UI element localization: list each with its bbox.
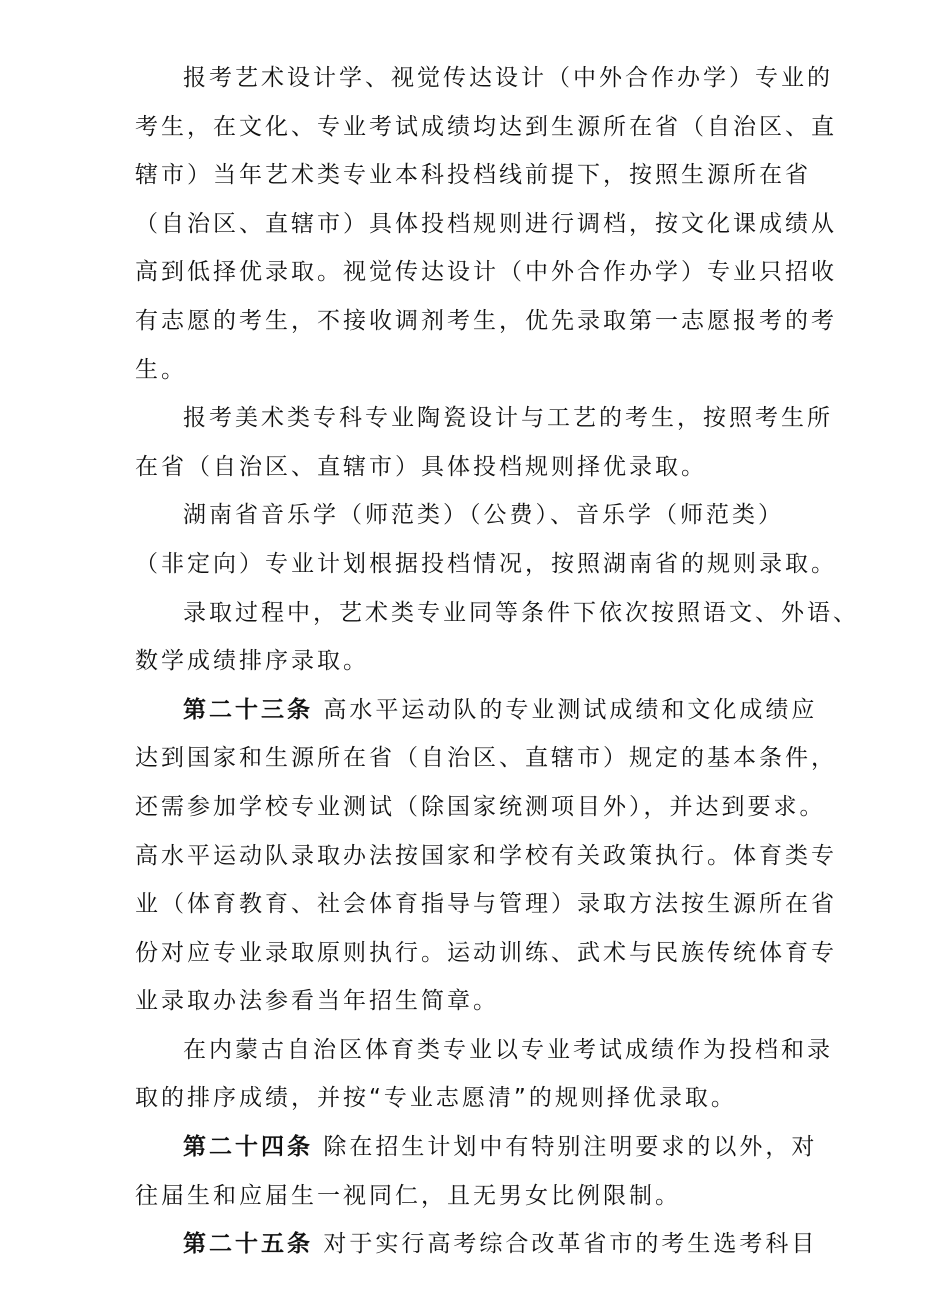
article-23-line [135,686,818,735]
text-line: 高水平运动队的专业测试成绩和文化成绩应 [323,696,818,723]
text-line: 报考艺术设计学、视觉传达设计（中外合作办学）专业的 [183,65,833,91]
text-line: 湖南省音乐学（师范类）（公费）、音乐学（师范类） [183,502,784,529]
text-line: 有志愿的考生，不接收调剂考生，优先录取第一志愿报考的考 [135,307,837,334]
text-line: 取的排序成绩，并按“专业志愿清”的规则择优录取。 [135,1085,737,1112]
document-body [135,54,859,1269]
text-line: 报考美术类专科专业陶瓷设计与工艺的考生，按照考生所 [183,405,833,432]
text-line: （自治区、直辖市）具体投档规则进行调档，按文化课成绩从 [135,210,837,237]
article-23-heading: 第二十三条 [183,696,313,723]
text-line: 高到低择优录取。视觉传达设计（中外合作办学）专业只招收 [135,259,837,286]
text-line: 除在招生计划中有特别注明要求的以外，对 [323,1134,818,1161]
article-24-heading: 第二十四条 [183,1134,313,1161]
text-line: 往届生和应届生一视同仁，且无男女比例限制。 [135,1182,681,1209]
text-line: （非定向）专业计划根据投档情况，按照湖南省的规则录取。 [135,550,837,577]
text-line: 达到国家和生源所在省（自治区、直辖市）规定的基本条件， [135,745,837,772]
text-line: 录取过程中，艺术类专业同等条件下依次按照语文、外语、 [183,599,859,626]
text-line: 对于实行高考综合改革省市的考生选考科目 [323,1231,818,1258]
text-line: 生。 [135,356,187,383]
text-line: 考生，在文化、专业考试成绩均达到生源所在省（自治区、直 [135,113,837,140]
text-line: 在省（自治区、直辖市）具体投档规则择优录取。 [135,453,707,480]
text-line: 份对应专业录取原则执行。运动训练、武术与民族传统体育专 [135,939,837,966]
text-line: 高水平运动队录取办法按国家和学校有关政策执行。体育类专 [135,842,837,869]
text-line: 在内蒙古自治区体育类专业以专业考试成绩作为投档和录 [183,1036,833,1063]
article-25-heading: 第二十五条 [183,1231,313,1258]
text-line: 数学成绩排序录取。 [135,648,369,675]
article-25-line [135,1220,818,1269]
article-24-line [135,1123,818,1172]
text-line: 业录取办法参看当年招生简章。 [135,988,499,1015]
text-line: 辖市）当年艺术类专业本科投档线前提下，按照生源所在省 [135,162,811,189]
text-line: 还需参加学校专业测试（除国家统测项目外），并达到要求。 [135,793,826,820]
text-line: 业（体育教育、社会体育指导与管理）录取方法按生源所在省 [135,891,837,918]
